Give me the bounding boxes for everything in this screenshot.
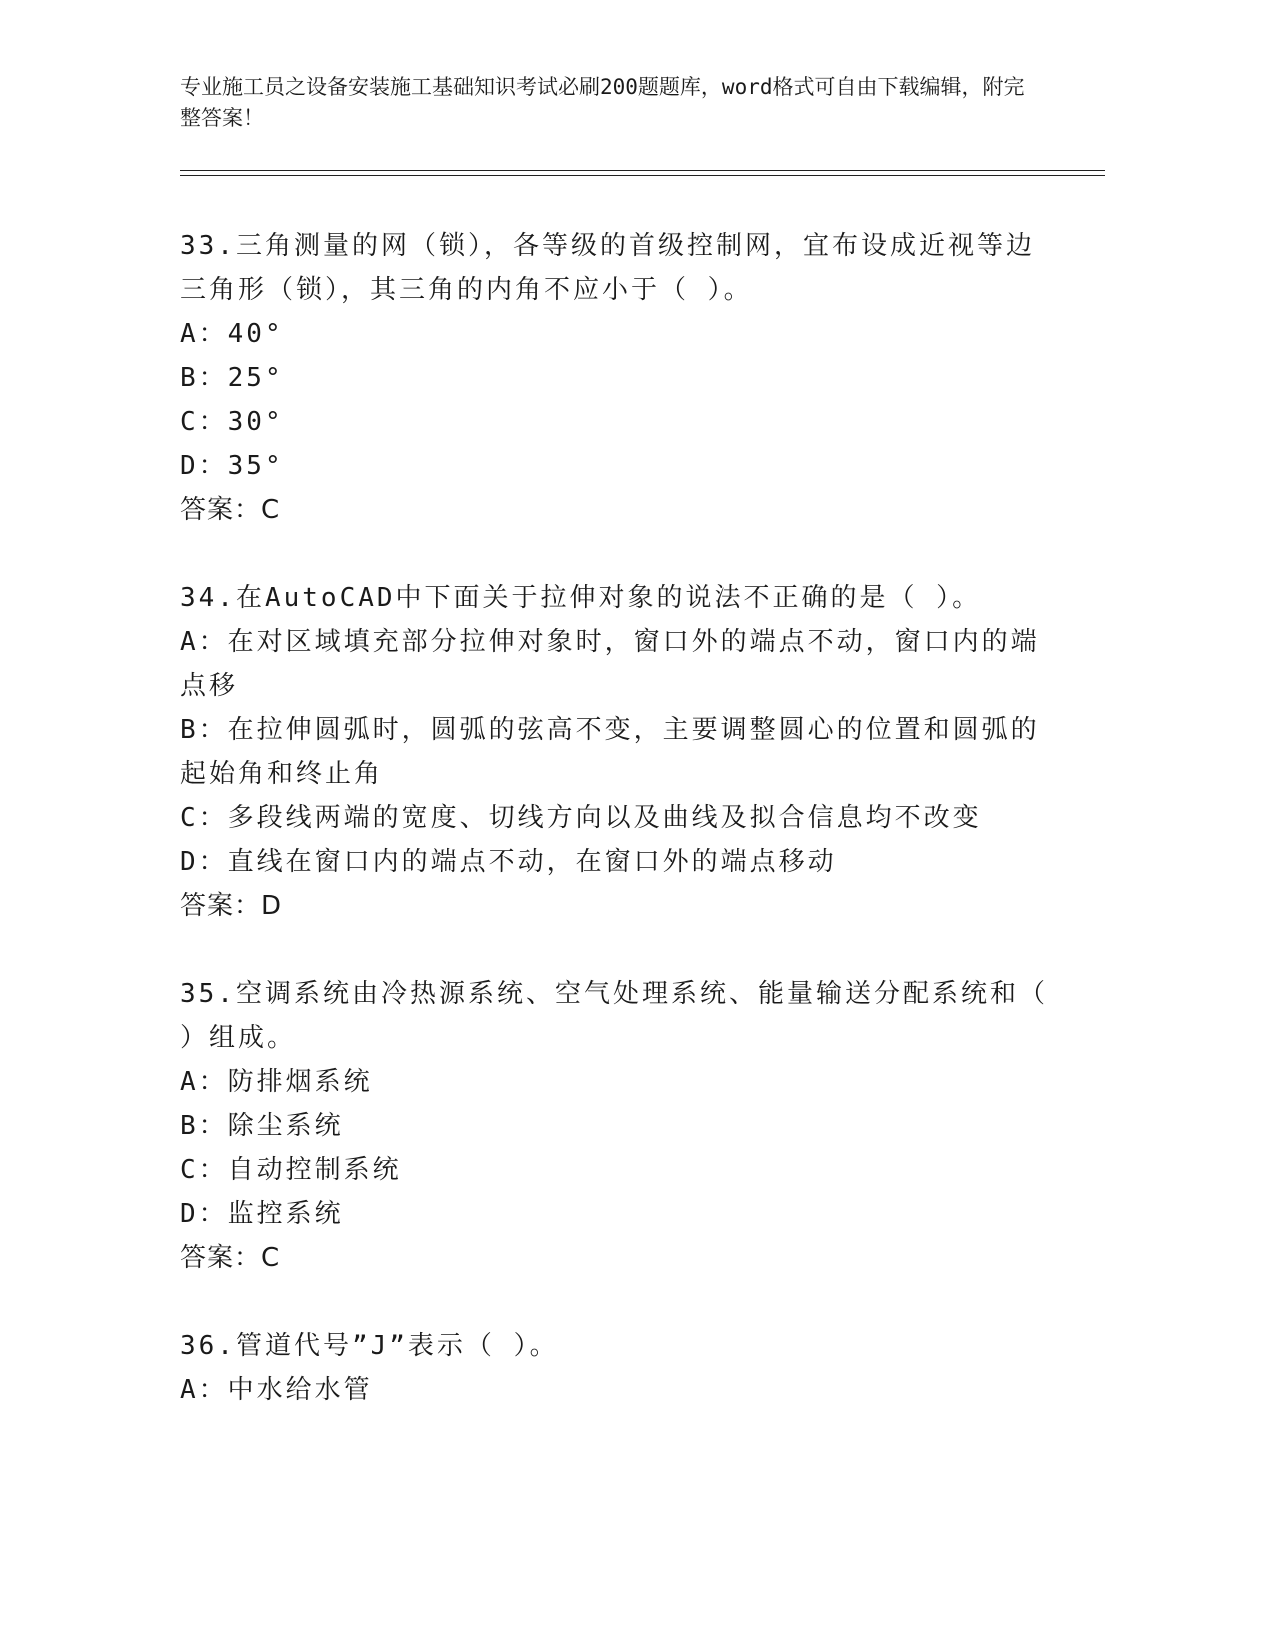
option-b: B：25° (180, 363, 284, 393)
option-c: C：30° (180, 407, 284, 437)
option-a: A：40° (180, 319, 284, 349)
document-header: 专业施工员之设备安装施工基础知识考试必刷200题题库，word格式可自由下载编辑，附完整答案！ (180, 75, 1025, 130)
question-33 (180, 224, 1050, 532)
question-stem: 36.管道代号”J”表示（ ）。 (180, 1331, 559, 1361)
question-stem: 35.空调系统由冷热源系统、空气处理系统、能量输送分配系统和（ ）组成。 (180, 979, 1048, 1053)
answer-label: 答案：D (180, 891, 283, 921)
option-a: A：中水给水管 (180, 1375, 373, 1405)
question-stem: 33.三角测量的网（锁），各等级的首级控制网，宜布设成近视等边三角形（锁），其三角的内角不应小于（ ）。 (180, 231, 1035, 305)
option-d: D：直线在窗口内的端点不动，在窗口外的端点移动 (180, 847, 837, 877)
option-a: A：防排烟系统 (180, 1067, 373, 1097)
option-b: B：在拉伸圆弧时，圆弧的弦高不变，主要调整圆心的位置和圆弧的起始角和终止角 (180, 715, 1040, 789)
header-rule-top (180, 170, 1105, 171)
option-c: C：多段线两端的宽度、切线方向以及曲线及拟合信息均不改变 (180, 803, 982, 833)
answer-label: 答案：C (180, 1243, 281, 1273)
option-d: D：35° (180, 451, 284, 481)
question-36 (180, 1324, 1050, 1412)
header-rule-bottom (180, 175, 1105, 176)
question-35 (180, 972, 1050, 1280)
answer-label: 答案：C (180, 495, 281, 525)
question-list (180, 224, 1050, 1456)
option-d: D：监控系统 (180, 1199, 344, 1229)
option-b: B：除尘系统 (180, 1111, 344, 1141)
question-34 (180, 576, 1050, 928)
option-c: C：自动控制系统 (180, 1155, 402, 1185)
option-a: A：在对区域填充部分拉伸对象时，窗口外的端点不动，窗口内的端点移 (180, 627, 1040, 701)
question-stem: 34.在AutoCAD中下面关于拉伸对象的说法不正确的是（ ）。 (180, 583, 982, 613)
